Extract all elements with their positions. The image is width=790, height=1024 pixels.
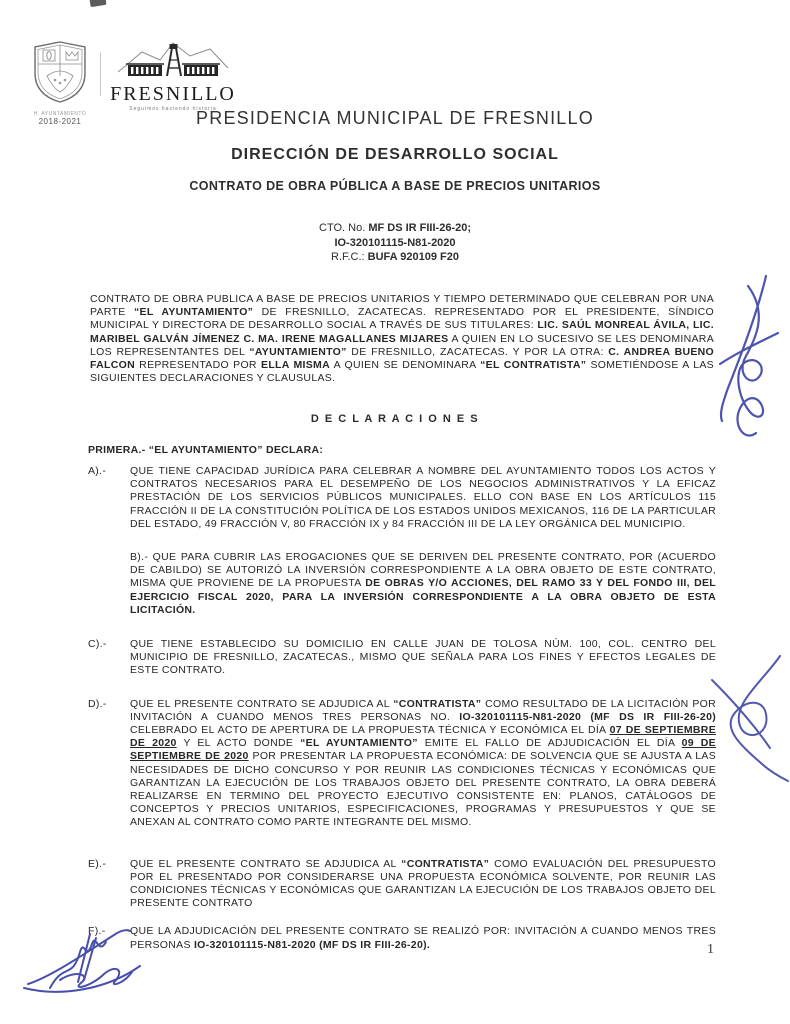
text-segment: DE OBRAS Y/O ACCIONES, DEL RAMO 33 Y DEL FONDO III, DEL EJERCICIO FISCAL 2020, PARA LA INVERSIÓN CORRESPONDIENTE A LA OBRA OBJETO DE ESTA LICITACIÓN. bbox=[130, 577, 716, 616]
signature-ink-bottom-left bbox=[20, 922, 152, 1008]
text-segment: COMO EVALUACIÓN DEL PRESUPUESTO POR EL PRESENTADO POR CONSIDERARSE UNA PROPUESTA ECONÓMICA SOLVENTE, POR REUNIR LAS CONDICIONES TÉCNICAS Y ECONÓMICAS QUE GARANTIZAN LA EJECUCIÓN DE LOS TRABAJOS OBJETO DEL PRESENTE CONTRATO bbox=[130, 857, 716, 910]
text-segment: ELLA MISMA bbox=[261, 359, 330, 372]
rfc-line bbox=[0, 250, 790, 265]
text-segment: 09 DE SEPTIEMBRE DE 2020 bbox=[130, 737, 716, 763]
item-text bbox=[130, 925, 716, 951]
text-segment: IO-320101115-N81-2020 (MF DS IR FIII-26-20). bbox=[193, 938, 431, 951]
text-segment: EMITE EL FALLO DE ADJUDICACIÓN EL DÍA bbox=[417, 737, 682, 750]
item-label: D).- bbox=[88, 697, 107, 710]
mine-headframe-icon bbox=[114, 40, 232, 80]
item-label: C).- bbox=[88, 638, 107, 651]
item-label: E).- bbox=[88, 857, 107, 870]
item-text bbox=[130, 858, 716, 911]
text-segment: Y EL ACTO DONDE bbox=[176, 737, 301, 750]
declaration-item-a bbox=[88, 465, 716, 531]
text-segment: A QUIEN SE DENOMINARA bbox=[329, 359, 481, 372]
text-segment: “CONTRATISTA” bbox=[401, 857, 490, 870]
page-number: 1 bbox=[707, 942, 714, 957]
contract-number-line bbox=[0, 221, 790, 236]
text-segment: REPRESENTADO POR bbox=[134, 359, 262, 372]
intro-paragraph bbox=[90, 293, 714, 385]
text-segment: COMO RESULTADO DE LA LICITACIÓN POR INVITACIÓN A CUANDO MENOS TRES PERSONAS NO. bbox=[130, 697, 716, 723]
document-type-title: CONTRATO DE OBRA PÚBLICA A BASE DE PRECIOS UNITARIOS bbox=[189, 179, 601, 193]
declaration-item-b bbox=[88, 551, 716, 617]
text-segment: QUE EL PRESENTE CONTRATO SE ADJUDICA AL bbox=[130, 697, 394, 710]
text-segment: 07 DE SEPTIEMBRE DE 2020 bbox=[130, 724, 716, 750]
text-segment: DE FRESNILLO, ZACATECAS. Y POR LA OTRA: bbox=[346, 345, 609, 358]
text-segment: POR PRESENTAR LA PROPUESTA ECONÓMICA: DE SOLVENCIA QUE SE AJUSTA A LAS NECESIDADES DE DICHO CONCURSO Y POR REUNIR LAS CONDICIONES TÉCNICAS Y ECONÓMICAS QUE GARANTIZAN LA EJECUCIÓN DE LOS TRABAJOS OBJETO DEL PRESENTE CONTRATO, LA OBRA DEBERÁ REALIZARSE EN TERMINO DEL PROYECTO EJECUTIVO CONSISTENTE EN: PLANOS, CATÁLOGOS DE CONCEPTOS Y PRECIOS UNITARIOS, ESPECIFICACIONES, PROGRAMAS Y PRESUPUESTOS Y QUE SE ANEXAN AL CONTRATO COMO PARTE INTEGRANTE DEL MISMO. bbox=[130, 750, 716, 829]
text-segment: QUE LA ADJUDICACIÓN DEL PRESENTE CONTRATO SE REALIZÓ POR: INVITACIÓN A CUANDO MENOS TRES PERSONAS bbox=[130, 925, 716, 951]
declaration-item-f bbox=[88, 925, 716, 951]
tender-number-line bbox=[0, 236, 790, 251]
shield-years: 2018-2021 bbox=[38, 117, 82, 126]
item-label: A).- bbox=[88, 465, 107, 477]
text-segment: IO-320101115-N81-2020 (MF DS IR FIII-26-20) bbox=[459, 710, 717, 723]
text-segment: QUE TIENE ESTABLECIDO SU DOMICILIO EN CALLE JUAN DE TOLOSA NÚM. 100, COL. CENTRO DEL MUNICIPIO DE FRESNILLO, ZACATECAS., MISMO QUE SEÑALA PARA LOS FINES Y EFECTOS LEGALES DE ESTE CONTRATO. bbox=[130, 638, 716, 677]
logo-divider bbox=[100, 52, 101, 96]
shield-caption: H. AYUNTAMIENTO bbox=[33, 111, 87, 117]
declarations-heading: D E C L A R A C I O N E S bbox=[310, 413, 480, 425]
text-segment: MF DS IR FIII-26-20; bbox=[368, 222, 471, 234]
declaration-item-c bbox=[88, 638, 716, 678]
declaration-item-e bbox=[88, 858, 716, 911]
text-segment: C. ANDREA BUENO FALCON bbox=[90, 345, 714, 372]
brand-wordmark: FRESNILLO bbox=[110, 83, 236, 105]
text-segment: A QUIEN EN LO SUCESIVO SE LES DENOMINARA LOS REPRESENTANTES DEL bbox=[90, 332, 714, 358]
primera-declara-heading: PRIMERA.- “EL AYUNTAMIENTO” DECLARA: bbox=[88, 444, 324, 456]
declaration-items bbox=[88, 465, 716, 952]
department-title: DIRECCIÓN DE DESARROLLO SOCIAL bbox=[231, 146, 559, 163]
item-text bbox=[130, 465, 716, 531]
text-segment: CTO. No. bbox=[319, 222, 369, 234]
contract-reference-block bbox=[0, 221, 790, 265]
item-text bbox=[130, 551, 716, 617]
item-text bbox=[130, 698, 716, 830]
item-label: F).- bbox=[88, 925, 106, 938]
text-segment: QUE EL PRESENTE CONTRATO SE ADJUDICA AL bbox=[130, 857, 402, 870]
text-segment: QUE TIENE CAPACIDAD JURÍDICA PARA CELEBRAR A NOMBRE DEL AYUNTAMIENTO TODOS LOS ACTOS Y CONTRATOS NECESARIOS PARA EL DESEMPEÑO DE LOS NEGOCIOS ADMINISTRATIVOS Y LA EFICAZ PRESTACIÓN DE LOS SERVICIOS PÚBLICOS MUNICIPALES. ELLO CON BASE EN LOS ARTÍCULOS 115 FRACCIÓN II DE LA CONSTITUCIÓN POLÍTICA DE LOS ESTADOS UNIDOS MEXICANOS, 116 DE LA PARTICULAR DEL ESTADO, 49 FRACCIÓN V, 80 FRACCIÓN IX y 84 FRACCIÓN III DE LA LEY ORGÁNICA DEL MUNICIPIO. bbox=[130, 465, 716, 530]
scan-artifact bbox=[89, 0, 106, 7]
text-segment: CELEBRADO EL ACTO DE APERTURA DE LA PROPUESTA TÉCNICA Y ECONÓMICA EL DÍA bbox=[130, 724, 610, 737]
text-segment: BUFA 920109 F20 bbox=[367, 251, 459, 263]
text-segment: “EL CONTRATISTA” bbox=[480, 359, 587, 372]
signature-ink-right-top bbox=[698, 268, 790, 458]
text-segment: “AYUNTAMIENTO” bbox=[249, 345, 347, 358]
shield-icon bbox=[29, 40, 91, 104]
text-segment: B).- QUE PARA CUBRIR LAS EROGACIONES QUE SE DERIVEN DEL PRESENTE CONTRATO, POR (ACUERDO DE CABILDO) SE AUTORIZÓ LA INVERSIÓN CORRESPONDIENTE A LA OBRA OBJETO DE ESTE CONTRATO, MISMA QUE PROVIENE DE LA PROPUESTA bbox=[130, 551, 716, 590]
text-segment: R.F.C.: bbox=[331, 251, 368, 263]
text-segment: CONTRATO DE OBRA PUBLICA A BASE DE PRECIOS UNITARIOS Y TIEMPO DETERMINADO QUE CELEBRAN POR UNA PARTE bbox=[90, 293, 714, 319]
fresnillo-logo bbox=[108, 40, 238, 112]
item-text bbox=[130, 638, 716, 678]
text-segment: DE FRESNILLO, ZACATECAS. REPRESENTADO POR EL PRESIDENTE, SÍNDICO MUNICIPAL Y DIRECTORA DE DESARROLLO SOCIAL A TRAVÉS DE SUS TITULARES: bbox=[90, 306, 714, 332]
text-segment: “EL AYUNTAMIENTO” bbox=[133, 306, 254, 319]
item-label bbox=[88, 551, 130, 617]
brand-slogan: Seguimos haciendo historia bbox=[129, 106, 217, 112]
text-segment: “CONTRATISTA” bbox=[393, 697, 482, 710]
declaration-item-d bbox=[88, 698, 716, 830]
signature-ink-right-middle bbox=[692, 652, 790, 784]
text-segment: IO-320101115-N81-2020 bbox=[334, 236, 456, 249]
text-segment: SOMETIÉNDOSE A LAS SIGUIENTES DECLARACIONES Y CLAUSULAS. bbox=[90, 359, 714, 385]
text-segment: LIC. SAÚL MONREAL ÁVILA, LIC. MARIBEL GALVÁN JÍMENEZ C. MA. IRENE MAGALLANES MIJARES bbox=[90, 319, 714, 345]
page-title: PRESIDENCIA MUNICIPAL DE FRESNILLO bbox=[196, 108, 594, 128]
text-segment: “EL AYUNTAMIENTO” bbox=[300, 737, 418, 750]
